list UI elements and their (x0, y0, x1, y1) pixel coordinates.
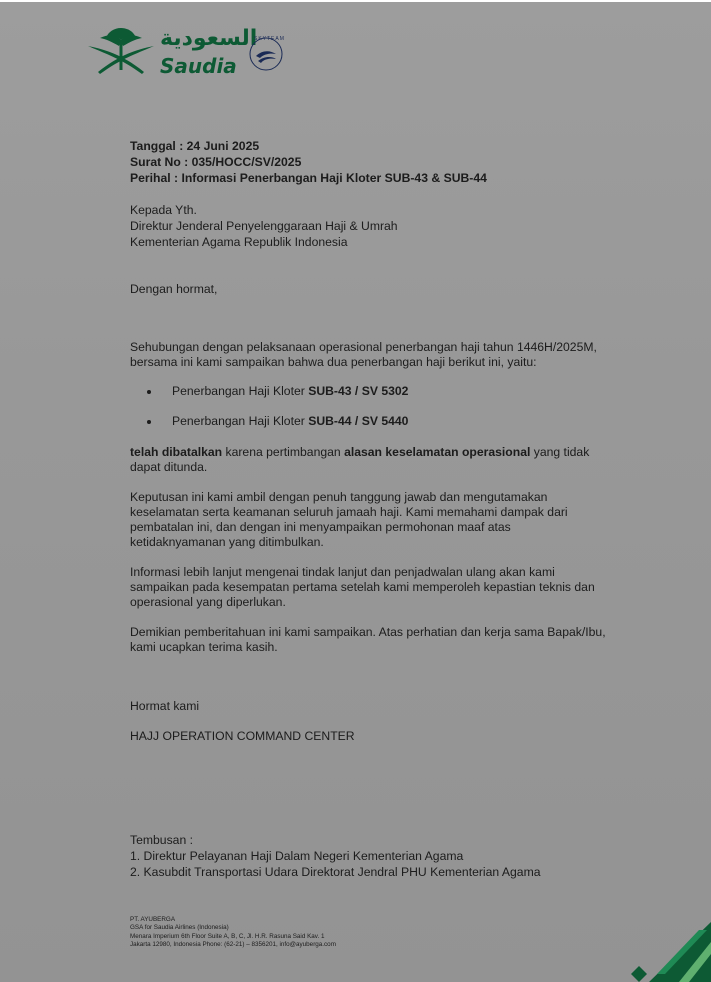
flight-code: SUB-43 / SV 5302 (308, 384, 409, 398)
info-line-1: Informasi lebih lanjut mengenai tindak lanjut dan penjadwalan ulang akan kami (130, 565, 555, 579)
flight-prefix: Penerbangan Haji Kloter (172, 414, 309, 428)
cancel-bold-1: telah dibatalkan (130, 445, 223, 459)
cancel-mid: karena pertimbangan (222, 445, 345, 459)
info-line-2: sampaikan pada kesempatan pertama setelah kami memperoleh kepastian teknis dan (130, 580, 595, 594)
recipient-line-2: Direktur Jenderal Penyelenggaraan Haji & Umrah (130, 219, 398, 233)
footer-line-3: Menara Imperium 6th Floor Suite A, B, C, Jl. H.R. Rasuna Said Kav. 1 (130, 932, 325, 940)
info-line-3: operasional yang diperlukan. (130, 595, 286, 609)
cancel-line-2: dapat ditunda. (130, 460, 208, 474)
flight-prefix: Penerbangan Haji Kloter (172, 384, 309, 398)
decision-line-1: Keputusan ini kami ambil dengan penuh tanggung jawab dan mengutamakan (130, 490, 548, 504)
recipient-line-3: Kementerian Agama Republik Indonesia (130, 235, 348, 249)
intro-line-2: bersama ini kami sampaikan bahwa dua penerbangan haji berikut ini, yaitu: (130, 355, 537, 369)
palm-swords-emblem-icon (86, 24, 156, 76)
footer-line-2: GSA for Saudia Airlines (Indonesia) (130, 924, 229, 932)
skyteam-label: SKYTEAM (254, 36, 285, 42)
corner-chevron-decoration-icon (561, 922, 711, 982)
decision-line-2: keselamatan serta keamanan seluruh jamaah haji. Kami memahami dampak dari (130, 505, 568, 519)
date-line: Tanggal : 24 Juni 2025 (130, 139, 260, 153)
footer-line-1: PT. AYUBERGA (130, 916, 176, 923)
decision-line-4: ketidaknyamanan yang ditimbulkan. (130, 535, 324, 549)
letter-number: Surat No : 035/HOCC/SV/2025 (130, 155, 302, 169)
recipient-line-1: Kepada Yth. (130, 203, 197, 217)
saudia-logo (86, 24, 296, 80)
cancel-end: yang tidak (530, 445, 590, 459)
logo-latin-text: Saudia (160, 54, 237, 78)
decision-line-3: pembatalan ini, dan dengan ini menyampaikan permohonan maaf atas (130, 520, 511, 534)
list-item (150, 384, 409, 398)
tembusan-item: 2. Kasubdit Transportasi Udara Direktorat Jendral PHU Kementerian Agama (130, 865, 541, 879)
signoff-org: HAJJ OPERATION COMMAND CENTER (130, 729, 355, 743)
company-footer (130, 916, 336, 950)
cancel-line-1 (130, 444, 630, 460)
flight-code: SUB-44 / SV 5440 (308, 414, 409, 428)
intro-line-1: Sehubungan dengan pelaksanaan operasional penerbangan haji tahun 1446H/2025M, (130, 340, 597, 354)
footer-line-4: Jakarta 12980, Indonesia Phone: (62-21) – 8356201, info@ayuberga.com (130, 941, 336, 949)
signoff-hormat: Hormat kami (130, 699, 200, 713)
list-item (150, 414, 409, 428)
salutation: Dengan hormat, (130, 282, 218, 296)
closing-line-2: kami ucapkan terima kasih. (130, 640, 278, 654)
logo-arabic-text: السعودية (160, 26, 258, 51)
tembusan-title: Tembusan : (130, 833, 194, 847)
tembusan-item: 1. Direktur Pelayanan Haji Dalam Negeri Kementerian Agama (130, 849, 464, 863)
closing-line-1: Demikian pemberitahuan ini kami sampaikan. Atas perhatian dan kerja sama Bapak/Ibu, (130, 625, 606, 639)
cancel-bold-2: alasan keselamatan operasional (344, 445, 531, 459)
subject-line: Perihal : Informasi Penerbangan Haji Kloter SUB-43 & SUB-44 (130, 171, 487, 185)
